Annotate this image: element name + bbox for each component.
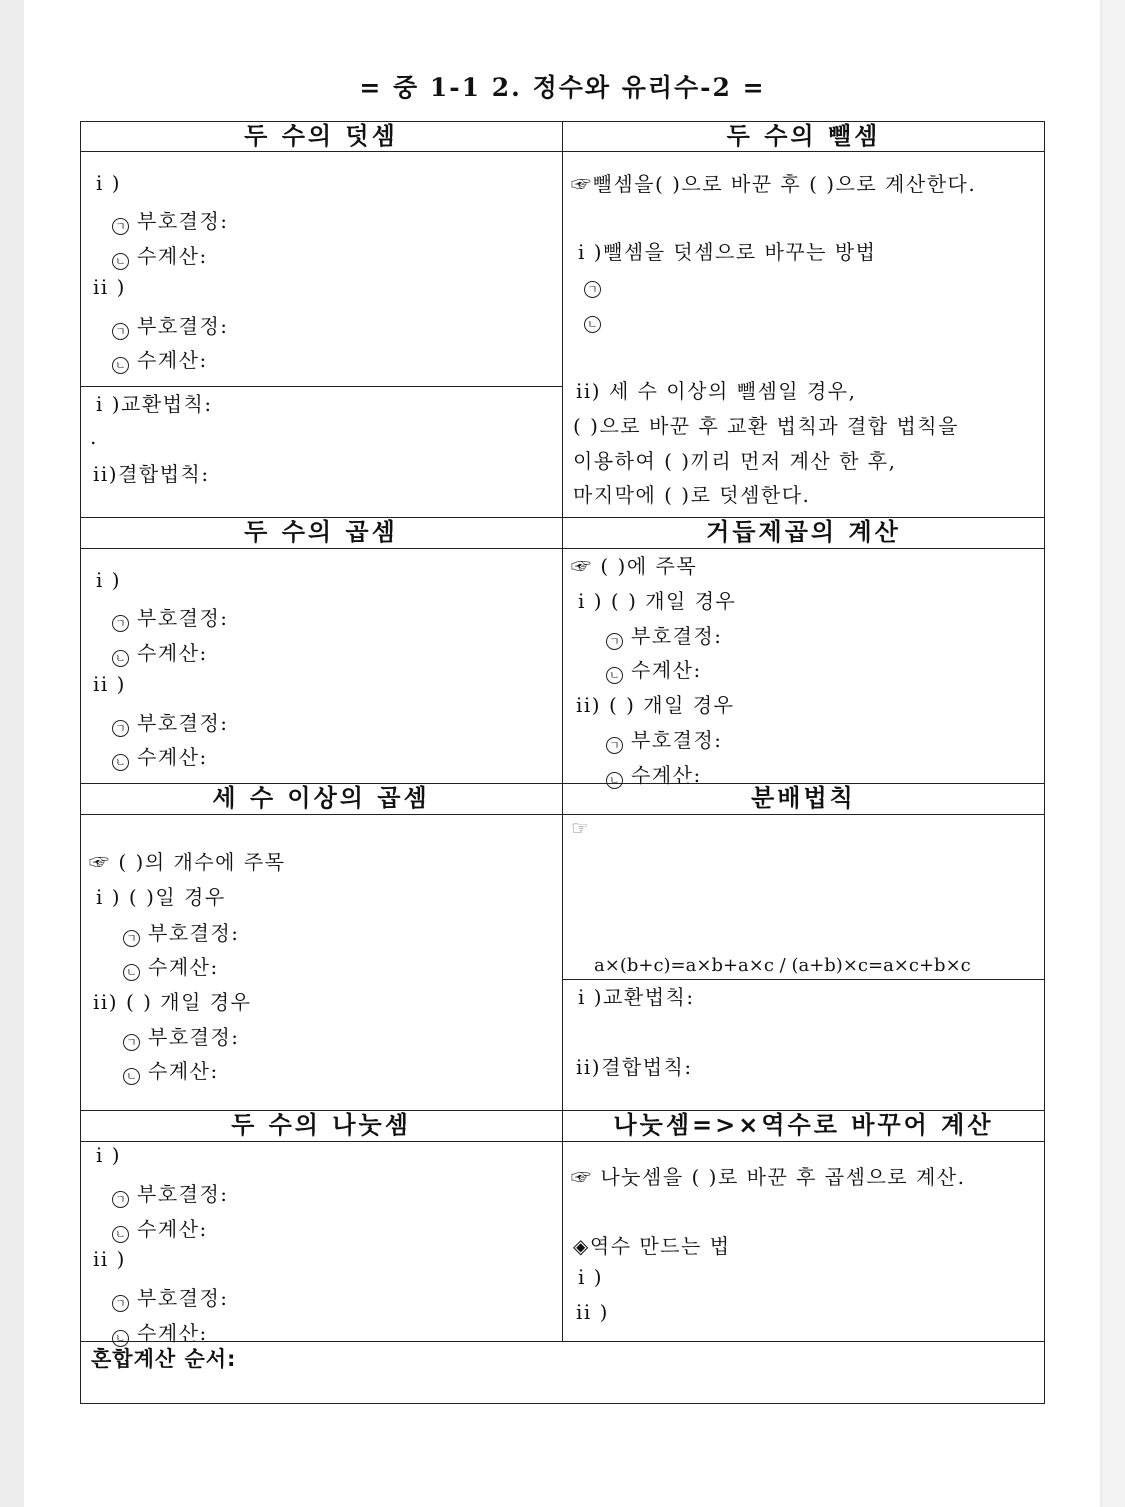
list-item: ii) ( ) 개일 경우	[93, 990, 252, 1014]
circled-letter-icon: ㄱ	[112, 720, 129, 737]
mixed-calc-label: 혼합계산 순서:	[91, 1347, 237, 1371]
distributive-formula: a×(b+c)=a×b+a×c / (a+b)×c=a×c+b×c	[594, 955, 971, 976]
row-line	[80, 814, 1045, 815]
page-title: = 중 1-1 2. 정수와 유리수-2 =	[359, 73, 766, 102]
list-item: i )	[96, 1143, 122, 1167]
list-item: ☞ 나눗셈을 ( )로 바꾼 후 곱셈으로 계산.	[571, 1165, 966, 1189]
list-item: ii) 세 수 이상의 뺄셈일 경우,	[576, 379, 857, 403]
list-item: ㄱ 부호결정:	[112, 310, 229, 340]
list-item: i )뺄셈을 덧셈으로 바꾸는 방법	[578, 240, 877, 264]
circled-letter-icon: ㄴ	[123, 1068, 140, 1085]
list-item: i )	[96, 171, 122, 195]
circled-letter-icon: ㄱ	[112, 323, 129, 340]
list-item: ㄱ 부호결정:	[112, 1178, 229, 1208]
list-item: ii)결합법칙:	[93, 462, 210, 486]
circled-letter-icon: ㄴ	[584, 316, 601, 333]
list-item: ii )	[93, 672, 126, 696]
header-subtraction: 두 수의 뺄셈	[726, 122, 881, 150]
row-line	[80, 548, 1045, 549]
circled-letter-icon: ㄱ	[584, 281, 601, 298]
list-item	[584, 272, 609, 298]
list-item: ㄴ 수계산:	[112, 741, 208, 771]
header-power: 거듭제곱의 계산	[706, 518, 901, 546]
circled-letter-icon: ㄱ	[112, 218, 129, 235]
list-item: i ) ( )일 경우	[96, 885, 226, 909]
list-item: i )	[578, 1265, 604, 1289]
list-item: ㄴ 수계산:	[112, 344, 208, 374]
header-multiplication-three: 세 수 이상의 곱셈	[212, 784, 430, 812]
list-item: ㄴ 수계산:	[112, 240, 208, 270]
circled-letter-icon: ㄱ	[112, 1191, 129, 1208]
circled-letter-icon: ㄴ	[112, 650, 129, 667]
header-distributive: 분배법칙	[751, 784, 856, 812]
list-item: ㄱ 부호결정:	[112, 1282, 229, 1312]
list-item: i )교환법칙:	[578, 985, 695, 1009]
list-item	[584, 307, 609, 333]
list-item: ☞ ( )의 개수에 주목	[89, 850, 286, 874]
circled-letter-icon: ㄱ	[123, 1034, 140, 1051]
circled-letter-icon: ㄴ	[112, 357, 129, 374]
circled-letter-icon: ㄱ	[606, 737, 623, 754]
circled-letter-icon: ㄴ	[123, 964, 140, 981]
circled-letter-icon: ㄱ	[123, 930, 140, 947]
row-line	[80, 151, 1045, 152]
list-item: i )교환법칙:	[96, 392, 213, 416]
list-item: ㄱ 부호결정:	[123, 917, 240, 947]
list-item: i )	[96, 568, 122, 592]
list-item: ii )	[576, 1300, 609, 1324]
list-item: ㄴ 수계산:	[606, 759, 702, 789]
header-addition: 두 수의 덧셈	[244, 122, 398, 150]
list-item: ( )으로 바꾼 후 교환 법칙과 결합 법칙을	[573, 414, 959, 438]
list-item: ◈역수 만드는 법	[573, 1234, 731, 1258]
row-line	[80, 386, 562, 387]
header-multiplication: 두 수의 곱셈	[244, 518, 398, 546]
list-item: ii)결합법칙:	[576, 1055, 693, 1079]
list-item: ㄱ 부호결정:	[112, 205, 229, 235]
list-item: i ) ( ) 개일 경우	[578, 589, 737, 613]
circled-letter-icon: ㄴ	[112, 1330, 129, 1347]
list-item: ☞뺄셈을( )으로 바꾼 후 ( )으로 계산한다.	[571, 172, 977, 196]
list-item: ii )	[93, 1247, 126, 1271]
circled-letter-icon: ㄴ	[112, 253, 129, 270]
list-item: ㄱ 부호결정:	[123, 1021, 240, 1051]
pointing-hand-icon: ☞	[571, 816, 591, 840]
list-item: ㄱ 부호결정:	[112, 707, 229, 737]
circled-letter-icon: ㄴ	[112, 754, 129, 771]
row-line	[80, 1341, 1045, 1342]
list-item: ㄴ 수계산:	[606, 654, 702, 684]
list-item: 이용하여 ( )끼리 먼저 계산 한 후,	[573, 449, 897, 473]
row-line	[562, 979, 1045, 980]
header-division-rule: 나눗셈=>×역수로 바꾸어 계산	[613, 1111, 994, 1139]
scrollbar[interactable]	[1103, 0, 1125, 1507]
header-division: 두 수의 나눗셈	[231, 1111, 411, 1139]
list-item: ☞ ( )에 주목	[571, 554, 698, 578]
circled-letter-icon: ㄱ	[606, 633, 623, 650]
row-line	[80, 1141, 1045, 1142]
list-item: ㄱ 부호결정:	[606, 620, 723, 650]
list-item: ㄴ 수계산:	[112, 1213, 208, 1243]
column-divider	[562, 121, 563, 1341]
list-item: .	[90, 425, 98, 449]
list-item: ㄱ 부호결정:	[112, 602, 229, 632]
list-item: ii )	[93, 275, 126, 299]
circled-letter-icon: ㄱ	[112, 1295, 129, 1312]
list-item: ㄴ 수계산:	[112, 637, 208, 667]
list-item: ㄴ 수계산:	[123, 951, 219, 981]
list-item: 마지막에 ( )로 덧셈한다.	[573, 483, 811, 507]
circled-letter-icon: ㄴ	[112, 1226, 129, 1243]
list-item: ii) ( ) 개일 경우	[576, 693, 735, 717]
circled-letter-icon: ㄴ	[606, 667, 623, 684]
list-item: ㄴ 수계산:	[112, 1317, 208, 1347]
list-item: ㄱ 부호결정:	[606, 724, 723, 754]
list-item: ㄴ 수계산:	[123, 1055, 219, 1085]
circled-letter-icon: ㄱ	[112, 615, 129, 632]
circled-letter-icon: ㄴ	[606, 772, 623, 789]
